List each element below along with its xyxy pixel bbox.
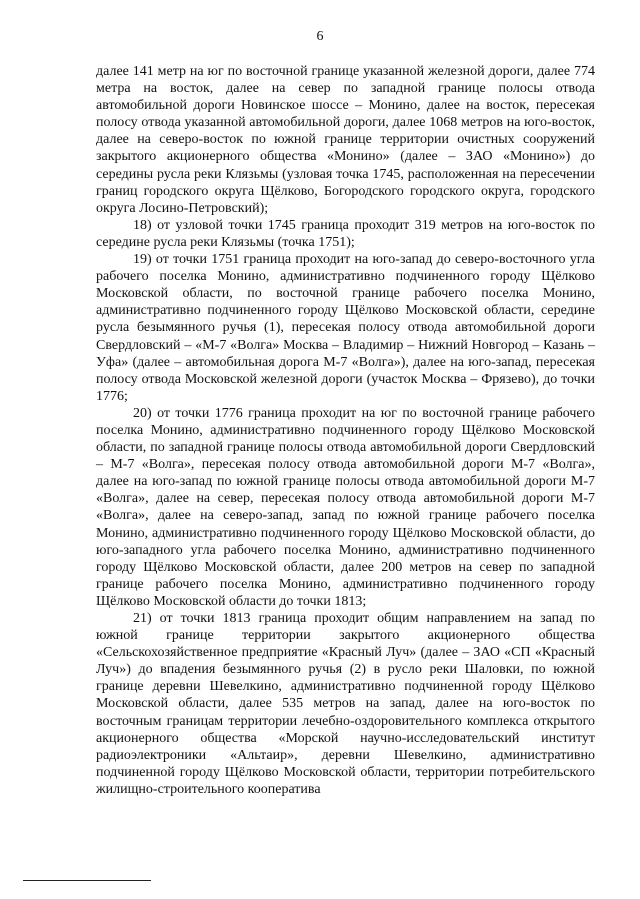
paragraph-item-21: 21) от точки 1813 граница проходит общим направлением на запад по южной границе территории закрытого акционерного общества «Сельскохозяйственное предприятие «Красный Луч» (далее – ЗАО «СП «Красный Луч») до впадения безымянного ручья (2) в русло реки Шаловки, по южной границе деревни Шевелкино, административно подчиненной городу Щёлково Московской области, далее 535 метров на запад, далее на юго-восток по восточным границам территории лечебно-оздоровительного комплекса открытого акционерного общества «Морской научно-исследовательский институт радиоэлектроники «Альтаир», деревни Шевелкино, административно подчиненной городу Щёлково Московской области, территории потребительского жилищно-строительного кооператива [96, 611, 595, 797]
paragraph-continuation: далее 141 метр на юг по восточной границе указанной железной дороги, далее 774 метра на восток, далее на север по западной границе полосы отвода автомобильной дороги Новинское шоссе – Монино, далее на восток, пересекая полосу отвода указанной автомобильной дороги, далее 1068 метров на юго-восток, далее на северо-восток по южной границе территории очистных сооружений закрытого акционерного общества «Монино» (далее – ЗАО «Монино») до середины русла реки Клязьмы (узловая точка 1745, расположенная на пересечении границ городского округа Щёлково, Богородского городского округа, городского округа Лосино-Петровский); [96, 64, 595, 216]
paragraph-item-18: 18) от узловой точки 1745 граница проходит 319 метров на юго-восток по середине русла реки Клязьмы (точка 1751); [96, 217, 595, 250]
page-number: 6 [316, 29, 324, 44]
paragraph-item-20: 20) от точки 1776 граница проходит на юг по восточной границе рабочего поселка Монино, административно подчиненного городу Щёлково Московской области, по западной границе полосы отвода автомобильной дороги Свердловский – М-7 «Волга», пересекая полосу отвода автомобильной дороги М-7 «Волга», далее на юго-запад по южной границе полосы отвода автомобильной дороги М-7 «Волга», далее на север, пересекая полосу отвода автомобильной дороги М-7 «Волга», далее на северо-запад, запад по южной границе рабочего поселка Монино, административно подчиненного городу Щёлково Московской области, до юго-западного угла рабочего поселка Монино, административно подчиненного городу Щёлково Московской области, далее 200 метров на север по западной границе рабочего поселка Монино, административно подчиненного городу Щёлково Московской области до точки 1813; [96, 405, 595, 609]
document-body [96, 63, 595, 798]
paragraph-item-19: 19) от точки 1751 граница проходит на юго-запад до северо-восточного угла рабочего поселка Монино, административно подчиненного городу Щёлково Московской области, по восточной границе рабочего поселка Монино, административно подчиненного городу Щёлково Московской области, середине русла безымянного ручья (1), пересекая полосу отвода автомобильной дороги Свердловский – «М-7 «Волга» Москва – Владимир – Нижний Новгород – Казань – Уфа» (далее – автомобильная дорога М-7 «Волга»), далее на юго-запад, пересекая полосу отвода Московской железной дороги (участок Москва – Фрязево), до точки 1776; [96, 252, 595, 404]
footnote-divider [23, 880, 151, 881]
